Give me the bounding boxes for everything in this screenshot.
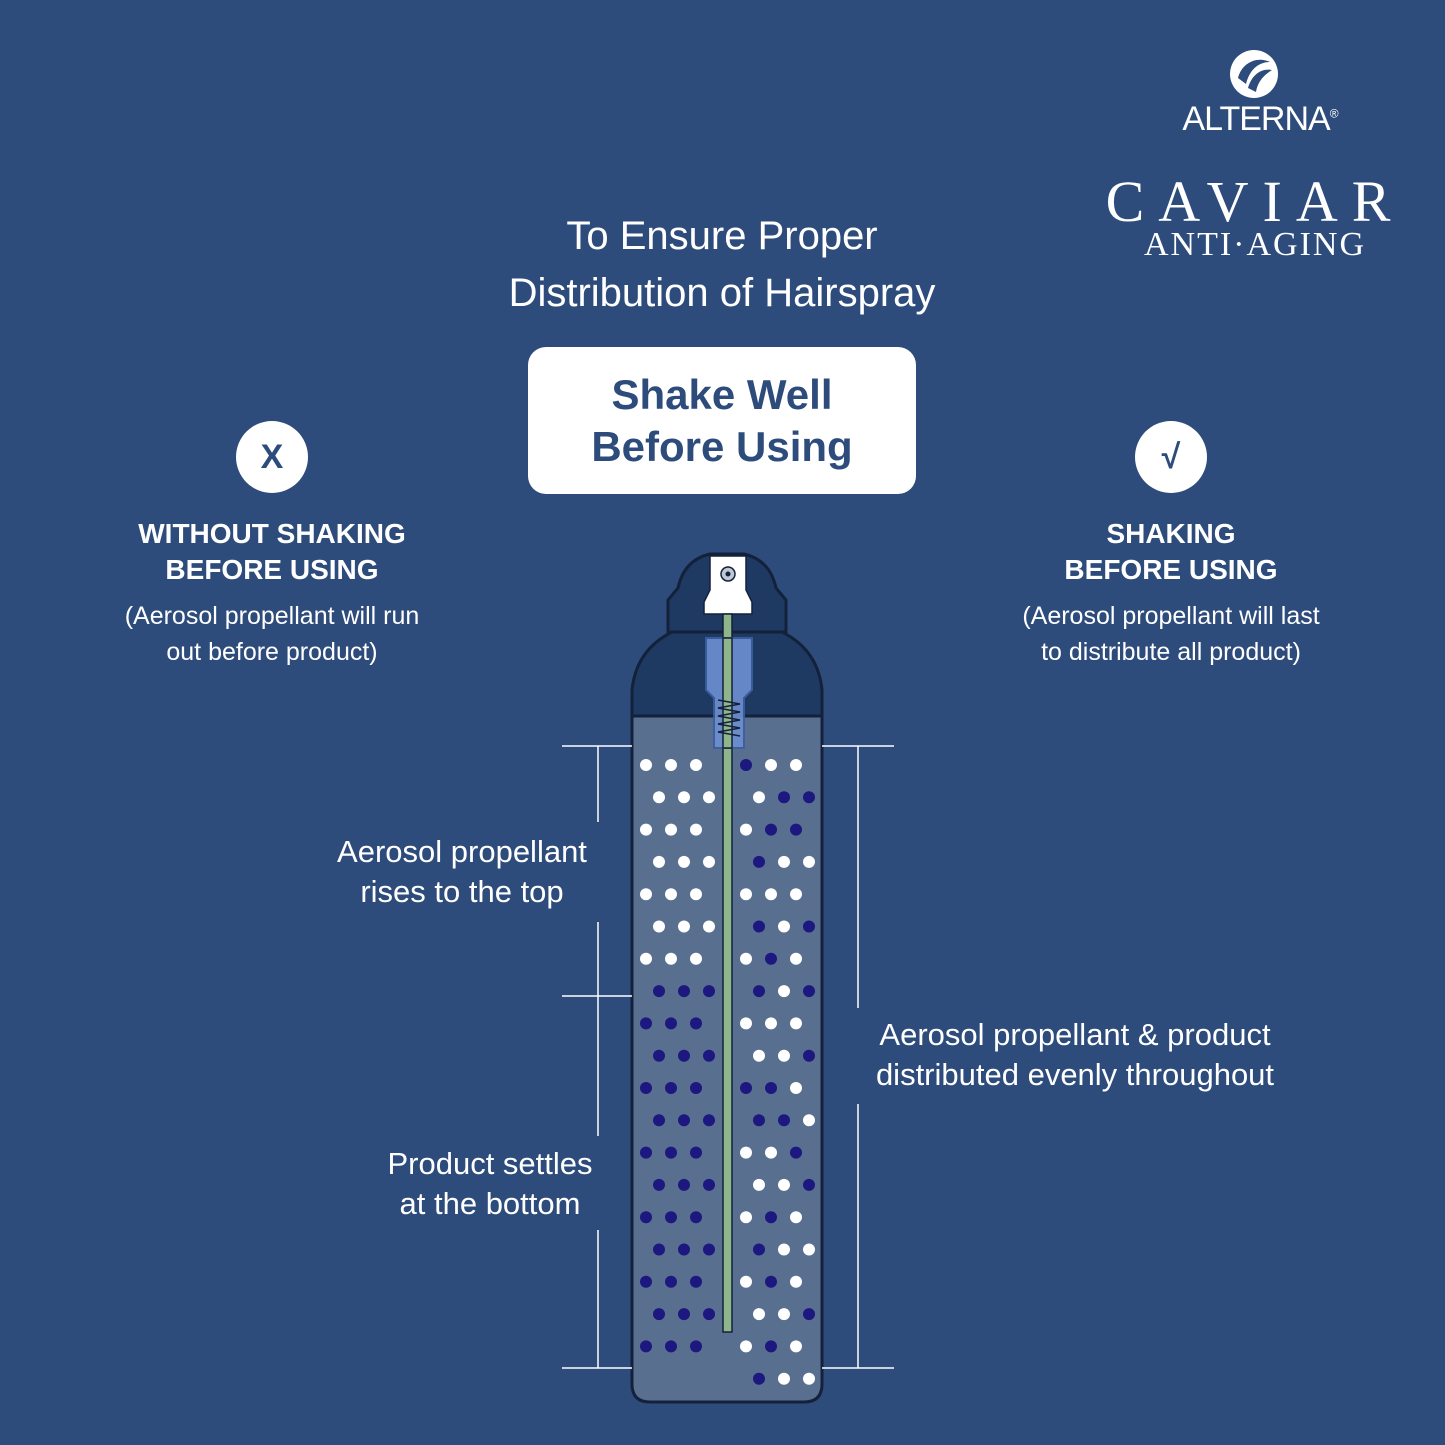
product-dot (665, 1082, 677, 1094)
product-dot (765, 1082, 777, 1094)
propellant-dot (753, 1308, 765, 1320)
product-dot (803, 1179, 815, 1191)
product-dot (678, 1114, 690, 1126)
product-dot (740, 1082, 752, 1094)
label-top-line-2: rises to the top (360, 874, 564, 909)
propellant-dot (740, 1147, 752, 1159)
product-line-name: CAVIAR (1105, 169, 1405, 234)
product-dot (665, 1276, 677, 1288)
propellant-dot (703, 791, 715, 803)
propellant-dot (665, 953, 677, 965)
propellant-dot (690, 888, 702, 900)
product-dot (678, 1050, 690, 1062)
propellant-dot (765, 888, 777, 900)
label-top-line-1: Aerosol propellant (337, 834, 587, 869)
propellant-dot (665, 759, 677, 771)
product-dot (778, 791, 790, 803)
propellant-rises-label (310, 832, 614, 912)
product-dot (665, 1147, 677, 1159)
product-dot (803, 921, 815, 933)
product-dot (790, 824, 802, 836)
propellant-dot (778, 985, 790, 997)
product-dot (653, 1179, 665, 1191)
product-dot (778, 1114, 790, 1126)
propellant-dot (640, 824, 652, 836)
product-dot (703, 1050, 715, 1062)
propellant-dot (740, 1211, 752, 1223)
x-icon: X (236, 421, 308, 493)
registered-mark: ® (1329, 106, 1338, 121)
product-dot (640, 1340, 652, 1352)
propellant-dot (790, 953, 802, 965)
propellant-dot (640, 759, 652, 771)
product-dot (640, 1147, 652, 1159)
propellant-dot (778, 1244, 790, 1256)
propellant-dot (778, 1179, 790, 1191)
product-dot (640, 1211, 652, 1223)
product-dot (703, 1179, 715, 1191)
product-dot (678, 1244, 690, 1256)
product-dot (753, 1114, 765, 1126)
propellant-dot (653, 791, 665, 803)
product-dot (690, 1147, 702, 1159)
product-dot (753, 1373, 765, 1385)
propellant-dot (803, 856, 815, 868)
product-dot (703, 1114, 715, 1126)
propellant-dot (740, 1276, 752, 1288)
propellant-dot (778, 1373, 790, 1385)
product-dot (678, 1308, 690, 1320)
label-bottom-line-1: Product settles (387, 1146, 593, 1181)
product-dot (753, 1244, 765, 1256)
product-dot (690, 1340, 702, 1352)
propellant-dot (640, 888, 652, 900)
left-title-line-2: BEFORE USING (165, 554, 379, 585)
propellant-dot (753, 1050, 765, 1062)
product-dot (765, 1211, 777, 1223)
propellant-dot (778, 1308, 790, 1320)
propellant-dot (803, 1244, 815, 1256)
distributed-evenly-label (830, 1015, 1320, 1095)
product-dot (653, 985, 665, 997)
product-dot (690, 1211, 702, 1223)
propellant-dot (778, 856, 790, 868)
product-dot (653, 1114, 665, 1126)
headline-line-2: Distribution of Hairspray (508, 271, 936, 315)
product-dot (678, 1179, 690, 1191)
right-note-line-2: to distribute all product) (1041, 638, 1301, 666)
checkmark-icon: √ (1135, 421, 1207, 493)
product-dot (640, 1082, 652, 1094)
propellant-dot (740, 824, 752, 836)
product-dot (765, 953, 777, 965)
product-dot (653, 1308, 665, 1320)
product-dot (765, 1340, 777, 1352)
product-dot (765, 1276, 777, 1288)
propellant-dot (665, 824, 677, 836)
propellant-dot (778, 1050, 790, 1062)
label-right-line-1: Aerosol propellant & product (879, 1017, 1271, 1052)
label-right-line-2: distributed evenly throughout (875, 1057, 1275, 1092)
propellant-dot (678, 856, 690, 868)
propellant-dot (765, 1147, 777, 1159)
propellant-dot (690, 953, 702, 965)
right-title-line-1: SHAKING (1106, 518, 1236, 549)
product-dot (653, 1244, 665, 1256)
propellant-dot (678, 791, 690, 803)
propellant-dot (753, 791, 765, 803)
label-bottom-line-2: at the bottom (399, 1186, 581, 1221)
propellant-dot (803, 1373, 815, 1385)
propellant-dot (790, 1340, 802, 1352)
propellant-dot (765, 1017, 777, 1029)
product-dot (803, 985, 815, 997)
product-dot (803, 1050, 815, 1062)
propellant-dot (778, 921, 790, 933)
propellant-dot (753, 1179, 765, 1191)
propellant-dot (790, 1276, 802, 1288)
callout-line-1: Shake Well (611, 370, 833, 418)
product-dot (765, 824, 777, 836)
propellant-dot (740, 1017, 752, 1029)
product-dot (690, 1276, 702, 1288)
product-dot (803, 791, 815, 803)
propellant-dot (790, 888, 802, 900)
product-dot (640, 1017, 652, 1029)
propellant-dot (790, 759, 802, 771)
brand-name-text: ALTERNA (1182, 100, 1330, 138)
product-dot (690, 1017, 702, 1029)
product-dot (640, 1276, 652, 1288)
propellant-dot (790, 1082, 802, 1094)
product-dot (790, 1147, 802, 1159)
product-dot (653, 1050, 665, 1062)
propellant-dot (740, 1340, 752, 1352)
product-dot (703, 985, 715, 997)
headline-line-1: To Ensure Proper (566, 214, 878, 258)
callout-line-2: Before Using (591, 422, 853, 470)
left-note-line-2: out before product) (166, 638, 378, 666)
left-title-line-1: WITHOUT SHAKING (138, 518, 406, 549)
product-dot (703, 1308, 715, 1320)
left-note-line-1: (Aerosol propellant will run (124, 602, 420, 630)
nozzle-icon (704, 556, 752, 614)
product-settles-label (360, 1144, 620, 1224)
right-title-line-2: BEFORE USING (1064, 554, 1278, 585)
propellant-dot (740, 888, 752, 900)
propellant-dot (703, 856, 715, 868)
product-dot (665, 1017, 677, 1029)
product-dot (665, 1211, 677, 1223)
product-dot (753, 856, 765, 868)
product-dot (753, 921, 765, 933)
propellant-dot (640, 953, 652, 965)
propellant-dot (690, 759, 702, 771)
product-dot (690, 1082, 702, 1094)
product-dot (678, 985, 690, 997)
propellant-dot (803, 1114, 815, 1126)
propellant-dot (740, 953, 752, 965)
propellant-dot (703, 921, 715, 933)
propellant-dot (665, 888, 677, 900)
propellant-dot (678, 921, 690, 933)
propellant-dot (790, 1017, 802, 1029)
product-dot (740, 759, 752, 771)
propellant-dot (765, 759, 777, 771)
propellant-dot (653, 921, 665, 933)
product-line-subtitle: ANTI·AGING (1143, 226, 1367, 263)
product-dot (753, 985, 765, 997)
nozzle-orifice-center (726, 572, 731, 577)
product-dot (803, 1308, 815, 1320)
product-dot (665, 1340, 677, 1352)
propellant-dot (653, 856, 665, 868)
product-dot (703, 1244, 715, 1256)
propellant-dot (690, 824, 702, 836)
propellant-dot (790, 1211, 802, 1223)
right-note-line-1: (Aerosol propellant will last (1022, 602, 1320, 630)
